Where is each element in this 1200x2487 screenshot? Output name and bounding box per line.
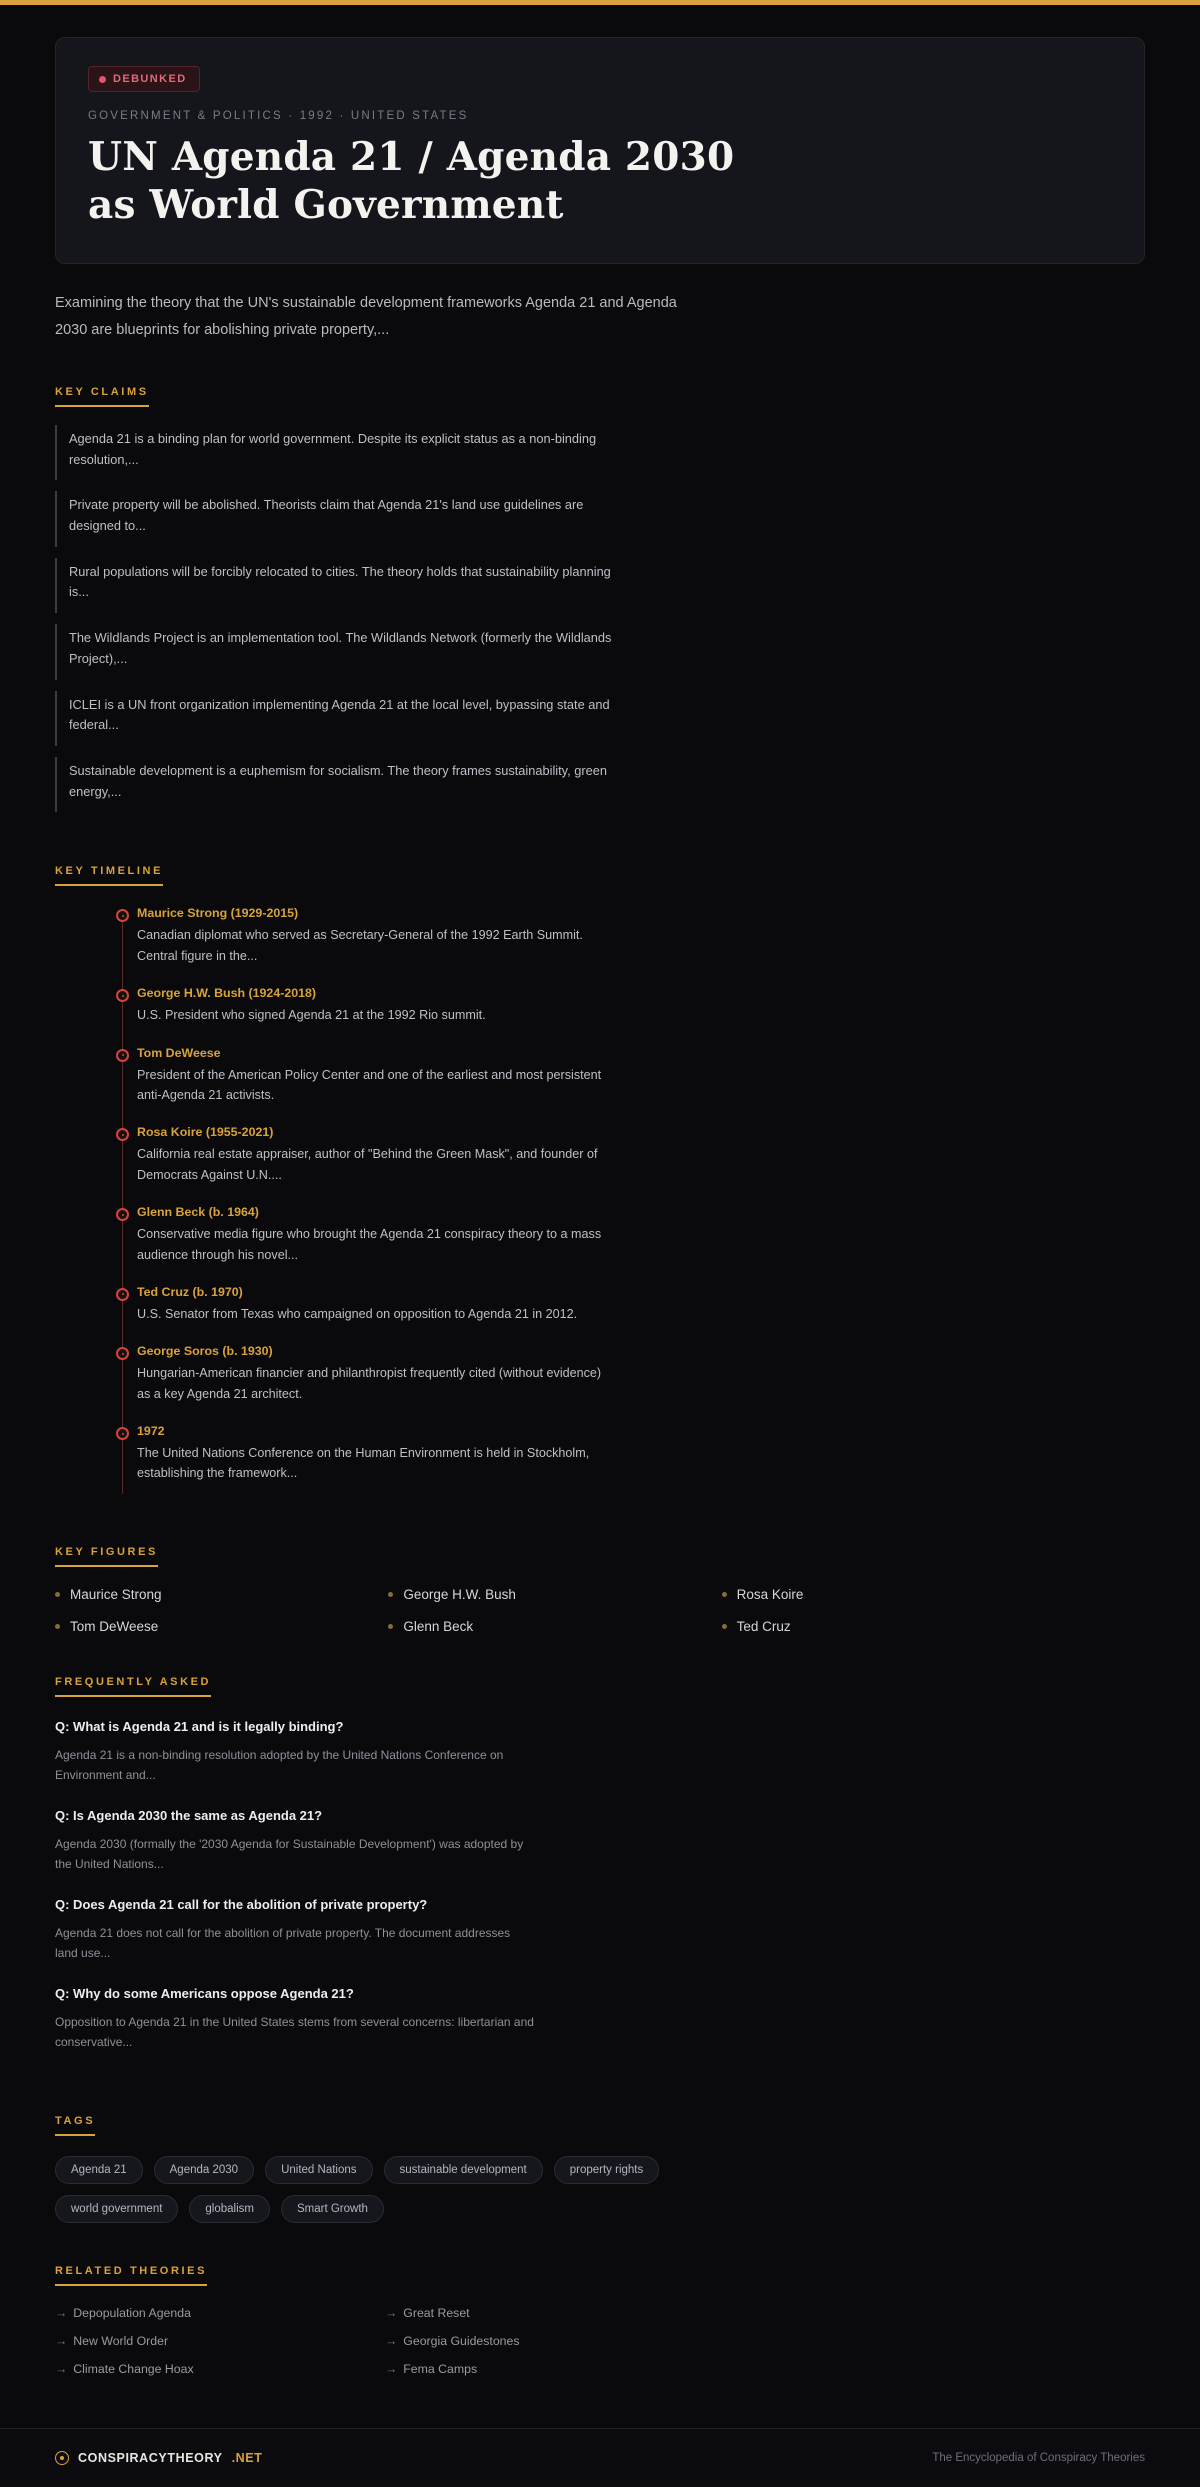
timeline-item-title: Rosa Koire (1955-2021) <box>137 1125 274 1140</box>
timeline-marker-icon <box>116 1288 129 1301</box>
timeline-item <box>55 986 1145 1045</box>
timeline-item <box>55 1046 1145 1126</box>
page-footer <box>0 2428 1200 2487</box>
section-key-claims <box>55 344 1145 813</box>
timeline-list <box>55 906 1145 1503</box>
footer-tagline: The Encyclopedia of Conspiracy Theories <box>932 2451 1145 2464</box>
related-label: Great Reset <box>403 2305 470 2320</box>
timeline-item <box>55 1285 1145 1344</box>
eye-icon <box>55 2451 69 2465</box>
section-heading-tags: TAGS <box>55 2115 95 2136</box>
timeline-item-desc: U.S. President who signed Agenda 21 at the 1992 Rio summit. <box>137 1008 486 1023</box>
timeline-marker-icon <box>116 1049 129 1062</box>
faq-item[interactable] <box>55 1984 535 2053</box>
claim-text: ICLEI is a UN front organization implementing Agenda 21 at the local level, bypassing state and federal... <box>69 696 610 733</box>
status-badge <box>88 66 200 92</box>
timeline-item-desc: Hungarian-American financier and philanthropist frequently cited (without evidence) as a key Agenda 21 architect. <box>137 1366 602 1401</box>
related-label: Georgia Guidestones <box>403 2333 520 2348</box>
tag-chip[interactable]: Smart Growth <box>281 2195 384 2223</box>
timeline-item <box>55 1125 1145 1205</box>
timeline-item-desc: President of the American Policy Center and one of the earliest and most persistent anti-Agenda 21 activists. <box>137 1067 602 1102</box>
figure-label: Tom DeWeese <box>70 1618 159 1634</box>
bullet-icon <box>388 1592 393 1597</box>
figure-item[interactable] <box>722 1587 1055 1602</box>
page-title-line1: UN Agenda 21 / Agenda 2030 <box>88 134 735 180</box>
claim-item <box>55 425 615 480</box>
claim-text: Sustainable development is a euphemism for socialism. The theory frames sustainability, green energy,... <box>69 762 607 799</box>
bullet-icon <box>55 1592 60 1597</box>
faq-answer: Agenda 2030 (formally the '2030 Agenda for Sustainable Development') was adopted by the United Nations... <box>55 1836 524 1872</box>
section-heading-faq: FREQUENTLY ASKED <box>55 1676 211 1697</box>
related-link[interactable] <box>55 2306 385 2320</box>
timeline-item-title: George Soros (b. 1930) <box>137 1344 273 1359</box>
figure-label: Glenn Beck <box>403 1618 474 1634</box>
timeline-marker-icon <box>116 1427 129 1440</box>
figure-item[interactable] <box>722 1619 1055 1634</box>
accent-top-bar <box>0 0 1200 5</box>
timeline-item-title: Ted Cruz (b. 1970) <box>137 1284 243 1299</box>
bullet-icon <box>55 1624 60 1629</box>
faq-question: Q: What is Agenda 21 and is it legally binding? <box>55 1718 344 1734</box>
tag-chip[interactable]: property rights <box>554 2156 660 2184</box>
related-label: Depopulation Agenda <box>73 2305 191 2320</box>
arrow-right-icon: → <box>55 2361 68 2376</box>
arrow-right-icon: → <box>385 2305 398 2320</box>
tag-chip[interactable]: Agenda 2030 <box>154 2156 254 2184</box>
section-heading-figures: KEY FIGURES <box>55 1546 158 1567</box>
faq-answer: Agenda 21 is a non-binding resolution adopted by the United Nations Conference on Environment and... <box>55 1748 504 1783</box>
timeline-item-title: Glenn Beck (b. 1964) <box>137 1205 259 1220</box>
faq-answer: Opposition to Agenda 21 in the United States stems from several concerns: libertarian and conservative... <box>55 2014 534 2050</box>
figure-item[interactable] <box>388 1619 721 1634</box>
tag-chip[interactable]: Agenda 21 <box>55 2156 143 2184</box>
timeline-item <box>55 1205 1145 1285</box>
claim-item <box>55 558 615 613</box>
bullet-icon <box>722 1592 727 1597</box>
breadcrumb: GOVERNMENT & POLITICS · 1992 · UNITED STATES <box>88 110 469 122</box>
section-heading-related: RELATED THEORIES <box>55 2265 207 2286</box>
tag-chip[interactable]: sustainable development <box>384 2156 543 2184</box>
claim-item <box>55 491 615 546</box>
section-related-theories <box>55 2223 1145 2376</box>
timeline-marker-icon <box>116 989 129 1002</box>
claim-item <box>55 757 615 812</box>
timeline-marker-icon <box>116 1128 129 1141</box>
claim-text: The Wildlands Project is an implementation tool. The Wildlands Network (formerly the Wildlands Project),... <box>69 630 612 666</box>
related-label: New World Order <box>73 2333 169 2348</box>
tag-chip[interactable]: world government <box>55 2195 178 2223</box>
figures-grid <box>55 1587 1055 1634</box>
section-tags <box>55 2073 1145 2223</box>
arrow-right-icon: → <box>385 2361 398 2376</box>
timeline-item-title: George H.W. Bush (1924-2018) <box>137 986 317 1001</box>
figure-label: Ted Cruz <box>736 1618 791 1634</box>
claim-text: Private property will be abolished. Theorists claim that Agenda 21's land use guidelines are designed to... <box>69 497 584 533</box>
status-dot-icon <box>99 76 106 83</box>
timeline-item-title: Tom DeWeese <box>137 1045 221 1060</box>
claim-item <box>55 624 615 679</box>
faq-item[interactable] <box>55 1895 535 1964</box>
timeline-item <box>55 1344 1145 1424</box>
faq-question: Q: Why do some Americans oppose Agenda 21? <box>55 1985 354 2001</box>
site-logo[interactable] <box>55 2451 262 2465</box>
status-badge-label: DEBUNKED <box>113 73 187 85</box>
figure-label: George H.W. Bush <box>403 1586 516 1602</box>
faq-list <box>55 1717 1145 2053</box>
figure-label: Rosa Koire <box>736 1586 804 1602</box>
timeline-item-title: 1972 <box>137 1424 165 1439</box>
tag-list <box>55 2156 735 2223</box>
section-faq <box>55 1634 1145 2053</box>
figure-label: Maurice Strong <box>70 1586 162 1602</box>
timeline-item-desc: The United Nations Conference on the Human Environment is held in Stockholm, establishing the framework... <box>137 1446 590 1481</box>
section-heading-claims: KEY CLAIMS <box>55 386 149 407</box>
related-label: Climate Change Hoax <box>73 2361 194 2376</box>
summary-text: Examining the theory that the UN's sustainable development frameworks Agenda 21 and Agenda 2030 are blueprints for abolishing private property,... <box>55 295 677 338</box>
timeline-item-title: Maurice Strong (1929-2015) <box>137 906 299 921</box>
faq-question: Q: Does Agenda 21 call for the abolition of private property? <box>55 1896 428 1912</box>
timeline-item-desc: U.S. Senator from Texas who campaigned on opposition to Agenda 21 in 2012. <box>137 1306 578 1321</box>
tag-chip[interactable]: United Nations <box>265 2156 372 2184</box>
related-grid <box>55 2306 715 2376</box>
arrow-right-icon: → <box>55 2305 68 2320</box>
timeline-item <box>55 906 1145 986</box>
tag-chip[interactable]: globalism <box>189 2195 270 2223</box>
timeline-marker-icon <box>116 1347 129 1360</box>
timeline-marker-icon <box>116 1208 129 1221</box>
brand-tld: .NET <box>231 2450 263 2465</box>
page-title-line2: as World Government <box>88 181 564 228</box>
claims-list <box>55 425 1145 813</box>
related-link[interactable] <box>385 2334 715 2348</box>
timeline-item <box>55 1424 1145 1504</box>
section-key-timeline <box>55 823 1145 1503</box>
related-link[interactable] <box>385 2306 715 2320</box>
timeline-marker-icon <box>116 909 129 922</box>
claim-text: Agenda 21 is a binding plan for world government. Despite its explicit status as a non-binding resolution,... <box>69 430 597 467</box>
timeline-item-desc: Conservative media figure who brought the Agenda 21 conspiracy theory to a mass audience through his novel... <box>137 1227 602 1262</box>
section-heading-timeline: KEY TIMELINE <box>55 865 163 886</box>
related-label: Fema Camps <box>403 2361 478 2376</box>
timeline-item-desc: Canadian diplomat who served as Secretary-General of the 1992 Earth Summit. Central figure in the... <box>137 928 583 963</box>
hero-card <box>55 37 1145 264</box>
faq-answer: Agenda 21 does not call for the abolition of private property. The document addresses land use... <box>55 1925 511 1961</box>
brand-name: CONSPIRACYTHEORY <box>78 2450 223 2465</box>
faq-item[interactable] <box>55 1717 535 1786</box>
figure-item[interactable] <box>388 1587 721 1602</box>
bullet-icon <box>722 1624 727 1629</box>
faq-question: Q: Is Agenda 2030 the same as Agenda 21? <box>55 1807 323 1823</box>
section-key-figures <box>55 1504 1145 1634</box>
arrow-right-icon: → <box>385 2333 398 2348</box>
faq-item[interactable] <box>55 1806 535 1875</box>
page-title <box>88 134 1112 229</box>
claim-item <box>55 691 615 746</box>
related-link[interactable] <box>385 2362 715 2376</box>
claim-text: Rural populations will be forcibly relocated to cities. The theory holds that sustainability planning is... <box>69 563 611 600</box>
related-link[interactable] <box>55 2362 385 2376</box>
timeline-item-desc: California real estate appraiser, author of "Behind the Green Mask", and founder of Democrats Against U.N.... <box>137 1147 598 1182</box>
related-link[interactable] <box>55 2334 385 2348</box>
arrow-right-icon: → <box>55 2333 68 2348</box>
bullet-icon <box>388 1624 393 1629</box>
figure-item[interactable] <box>55 1619 388 1634</box>
figure-item[interactable] <box>55 1587 388 1602</box>
